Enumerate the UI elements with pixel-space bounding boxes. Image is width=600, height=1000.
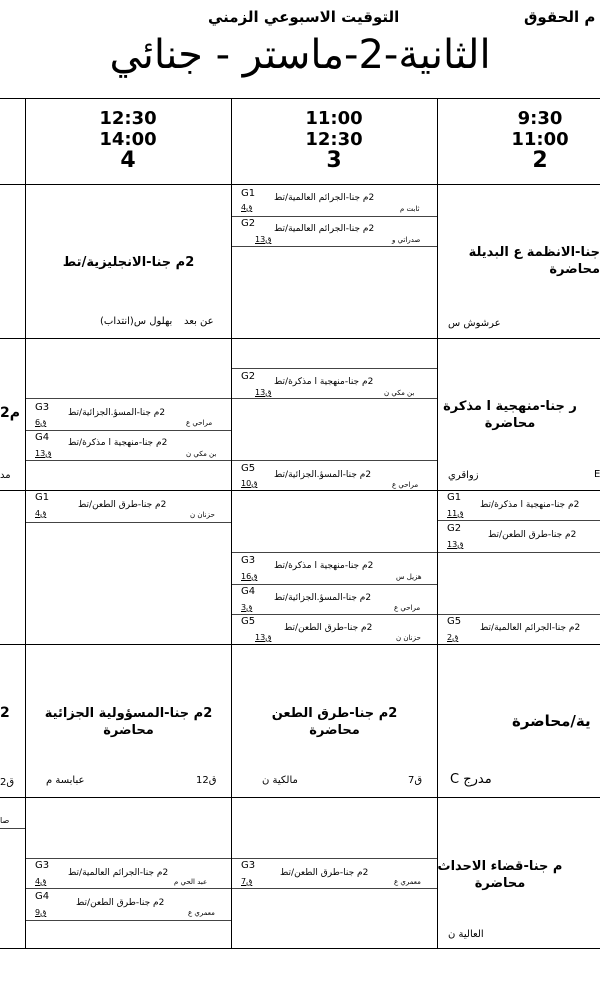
grid-line <box>0 98 600 99</box>
lecture-room: مدرج C <box>450 772 492 787</box>
group-label: G4 <box>241 586 256 597</box>
tutorial-title: 2م جنا-طرق الطعن/تط <box>284 623 373 633</box>
tutorial-title: 2م جنا-منهجية ا مذكرة/تط <box>480 500 580 510</box>
tutorial-teacher: مراحي ع <box>392 481 419 489</box>
cut-off-text: E <box>594 469 600 480</box>
tutorial-teacher: معمري ع <box>188 909 215 917</box>
tutorial-room: ق13 <box>255 235 272 244</box>
lecture-type: محاضرة <box>309 723 360 738</box>
cut-off-text: 2م <box>0 405 21 421</box>
group-label: G3 <box>35 402 50 413</box>
tutorial-room: ق2 <box>447 633 459 642</box>
tutorial-room: ق11 <box>447 509 464 518</box>
grid-line <box>231 98 232 949</box>
cell-divider <box>232 614 437 615</box>
grid-line <box>0 490 600 491</box>
cut-off-text: مد <box>0 470 11 481</box>
group-label: G3 <box>241 860 256 871</box>
tutorial-teacher: مراحي ع <box>394 604 421 612</box>
tutorial-title: 2م جنا-الجرائم العالمية/تط <box>68 868 169 878</box>
group-label: G5 <box>447 616 462 627</box>
group-label: G2 <box>241 371 256 382</box>
cell-divider <box>232 216 437 217</box>
lecture-type: محاضرة <box>474 876 526 891</box>
tutorial-title: 2م جنا-طرق الطعن/تط <box>76 898 165 908</box>
lecture-teacher: العالية ن <box>448 929 484 940</box>
lecture-title <box>232 705 437 739</box>
lecture-teacher: بهلول س(انتداب) <box>100 316 173 327</box>
tutorial-title: 2م جنا-المسؤ.الجزائية/تط <box>274 470 372 480</box>
grid-line <box>0 797 600 798</box>
group-label: G5 <box>241 463 256 474</box>
cut-off-text: صا <box>0 816 10 825</box>
lecture-title: ية/محاضرة <box>512 712 591 730</box>
lecture-teacher: عرشوش س <box>448 318 501 329</box>
tutorial-room: ق4 <box>35 877 47 886</box>
grid-line <box>0 948 600 949</box>
lecture-teacher: زواقري <box>448 470 479 481</box>
cut-off-text: ق2 <box>0 777 15 788</box>
cell-divider <box>26 398 231 399</box>
tutorial-room: ق13 <box>35 449 52 458</box>
lecture-title: 2م جنا-الانجليزية/تط <box>62 255 195 270</box>
cell-divider <box>232 398 437 399</box>
tutorial-room: ق13 <box>255 388 272 397</box>
tutorial-title: 2م جنا-المسؤ.الجزائية/تط <box>68 408 166 418</box>
group-label: G2 <box>447 523 462 534</box>
group-label: G4 <box>35 432 50 443</box>
cell-divider <box>438 614 600 615</box>
group-label: G3 <box>241 555 256 566</box>
cell-divider <box>438 520 600 521</box>
lecture-teacher: عبابسة م <box>46 775 85 786</box>
tutorial-room: ق10 <box>241 479 258 488</box>
tutorial-teacher: بن مكي ن <box>384 389 415 397</box>
column-4-start: 12:30 <box>99 108 157 129</box>
group-label: G3 <box>35 860 50 871</box>
tutorial-teacher: صدراتي و <box>392 236 421 244</box>
column-3-start: 11:00 <box>305 108 363 129</box>
column-3-end: 12:30 <box>305 129 363 150</box>
tutorial-teacher: حزنان ن <box>190 511 215 519</box>
lecture-title-text: ر جنا-منهجية ا مذكرة <box>443 399 577 414</box>
column-header-2 <box>438 108 600 171</box>
tutorial-title: 2م جنا-طرق الطعن/تط <box>78 500 167 510</box>
grid-line <box>0 184 600 185</box>
group-label: G1 <box>35 492 50 503</box>
lecture-room: ق7 <box>408 775 423 786</box>
tutorial-room: ق9 <box>35 908 47 917</box>
lecture-title-text: 2م جنا-طرق الطعن <box>271 706 398 721</box>
grid-line <box>25 98 26 949</box>
tutorial-room: ق6 <box>35 418 47 427</box>
tutorial-room: ق4 <box>35 509 47 518</box>
tutorial-title: 2م جنا-المسؤ.الجزائية/تط <box>274 593 372 603</box>
column-header-4 <box>26 108 230 171</box>
tutorial-room: ق7 <box>241 877 253 886</box>
tutorial-teacher: معمري ع <box>394 878 421 886</box>
cut-off-text: 2 <box>0 705 10 721</box>
tutorial-room: ق13 <box>447 540 464 549</box>
tutorial-teacher: بن مكي ن <box>186 450 217 458</box>
tutorial-title: 2م جنا-طرق الطعن/تط <box>488 530 577 540</box>
lecture-title-text: 2م جنا-المسؤولية الجزائية <box>44 706 213 721</box>
column-2-start: 9:30 <box>517 108 563 129</box>
weekly-schedule-title: التوقيت الاسبوعي الزمني <box>208 8 400 26</box>
cell-divider <box>26 522 231 523</box>
lecture-title-text: م جنا-قضاء الاحداث <box>437 859 563 874</box>
group-label: G5 <box>241 616 256 627</box>
cell-divider <box>26 858 231 859</box>
tutorial-teacher: هزيل س <box>396 573 422 581</box>
tutorial-teacher: حزنان ن <box>396 634 421 642</box>
cell-divider <box>232 368 437 369</box>
lecture-room: ق12 <box>196 775 217 786</box>
tutorial-title: 2م جنا-منهجية ا مذكرة/تط <box>274 377 374 387</box>
lecture-type: محاضرة <box>103 723 154 738</box>
lecture-room: عن بعد <box>184 316 214 327</box>
department-label: م الحقوق <box>524 8 596 26</box>
tutorial-room: ق16 <box>241 572 258 581</box>
tutorial-teacher: مراحي ع <box>186 419 213 427</box>
lecture-type: محاضرة <box>484 416 536 431</box>
cell-divider <box>232 552 437 553</box>
lecture-title <box>440 244 600 278</box>
lecture-title <box>440 398 600 432</box>
cell-divider <box>232 460 437 461</box>
column-3-number: 3 <box>326 148 342 173</box>
group-label: G2 <box>241 218 256 229</box>
cell-divider <box>26 888 231 889</box>
lecture-title-text: جنا-الانظمة ع البديلة <box>468 245 600 260</box>
grid-line <box>0 644 600 645</box>
tutorial-title: 2م جنا-طرق الطعن/تط <box>280 868 369 878</box>
column-header-3 <box>232 108 436 171</box>
lecture-title <box>26 705 231 739</box>
column-4-number: 4 <box>120 148 136 173</box>
lecture-teacher: مالكية ن <box>262 775 298 786</box>
grid-line <box>437 98 438 949</box>
group-label: G1 <box>241 188 256 199</box>
group-label: G4 <box>35 891 50 902</box>
tutorial-title: 2م جنا-الجرائم العالمية/تط <box>480 623 581 633</box>
column-4-end: 14:00 <box>99 129 157 150</box>
tutorial-title: 2م جنا-منهجية ا مذكرة/تط <box>274 561 374 571</box>
tutorial-title: 2م جنا-الجرائم العالمية/تط <box>274 224 375 234</box>
tutorial-room: ق13 <box>255 633 272 642</box>
tutorial-title: 2م جنا-منهجية ا مذكرة/تط <box>68 438 168 448</box>
class-title: الثانية-2-ماستر - جنائي <box>109 32 491 78</box>
grid-line <box>0 338 600 339</box>
cell-divider <box>232 584 437 585</box>
tutorial-title: 2م جنا-الجرائم العالمية/تط <box>274 193 375 203</box>
lecture-type: محاضرة <box>549 262 600 277</box>
cell-divider <box>26 430 231 431</box>
group-label: G1 <box>447 492 462 503</box>
lecture-title <box>437 858 600 892</box>
column-2-number: 2 <box>532 148 548 173</box>
tutorial-room: ق4 <box>241 203 253 212</box>
tutorial-teacher: ثابت م <box>400 205 420 213</box>
column-2-end: 11:00 <box>511 129 569 150</box>
cell-divider <box>26 920 231 921</box>
cell-divider <box>26 460 231 461</box>
cell-divider <box>438 552 600 553</box>
tutorial-teacher: عبد الحي م <box>174 878 208 886</box>
tutorial-room: ق3 <box>241 603 253 612</box>
cell-divider <box>0 828 25 829</box>
